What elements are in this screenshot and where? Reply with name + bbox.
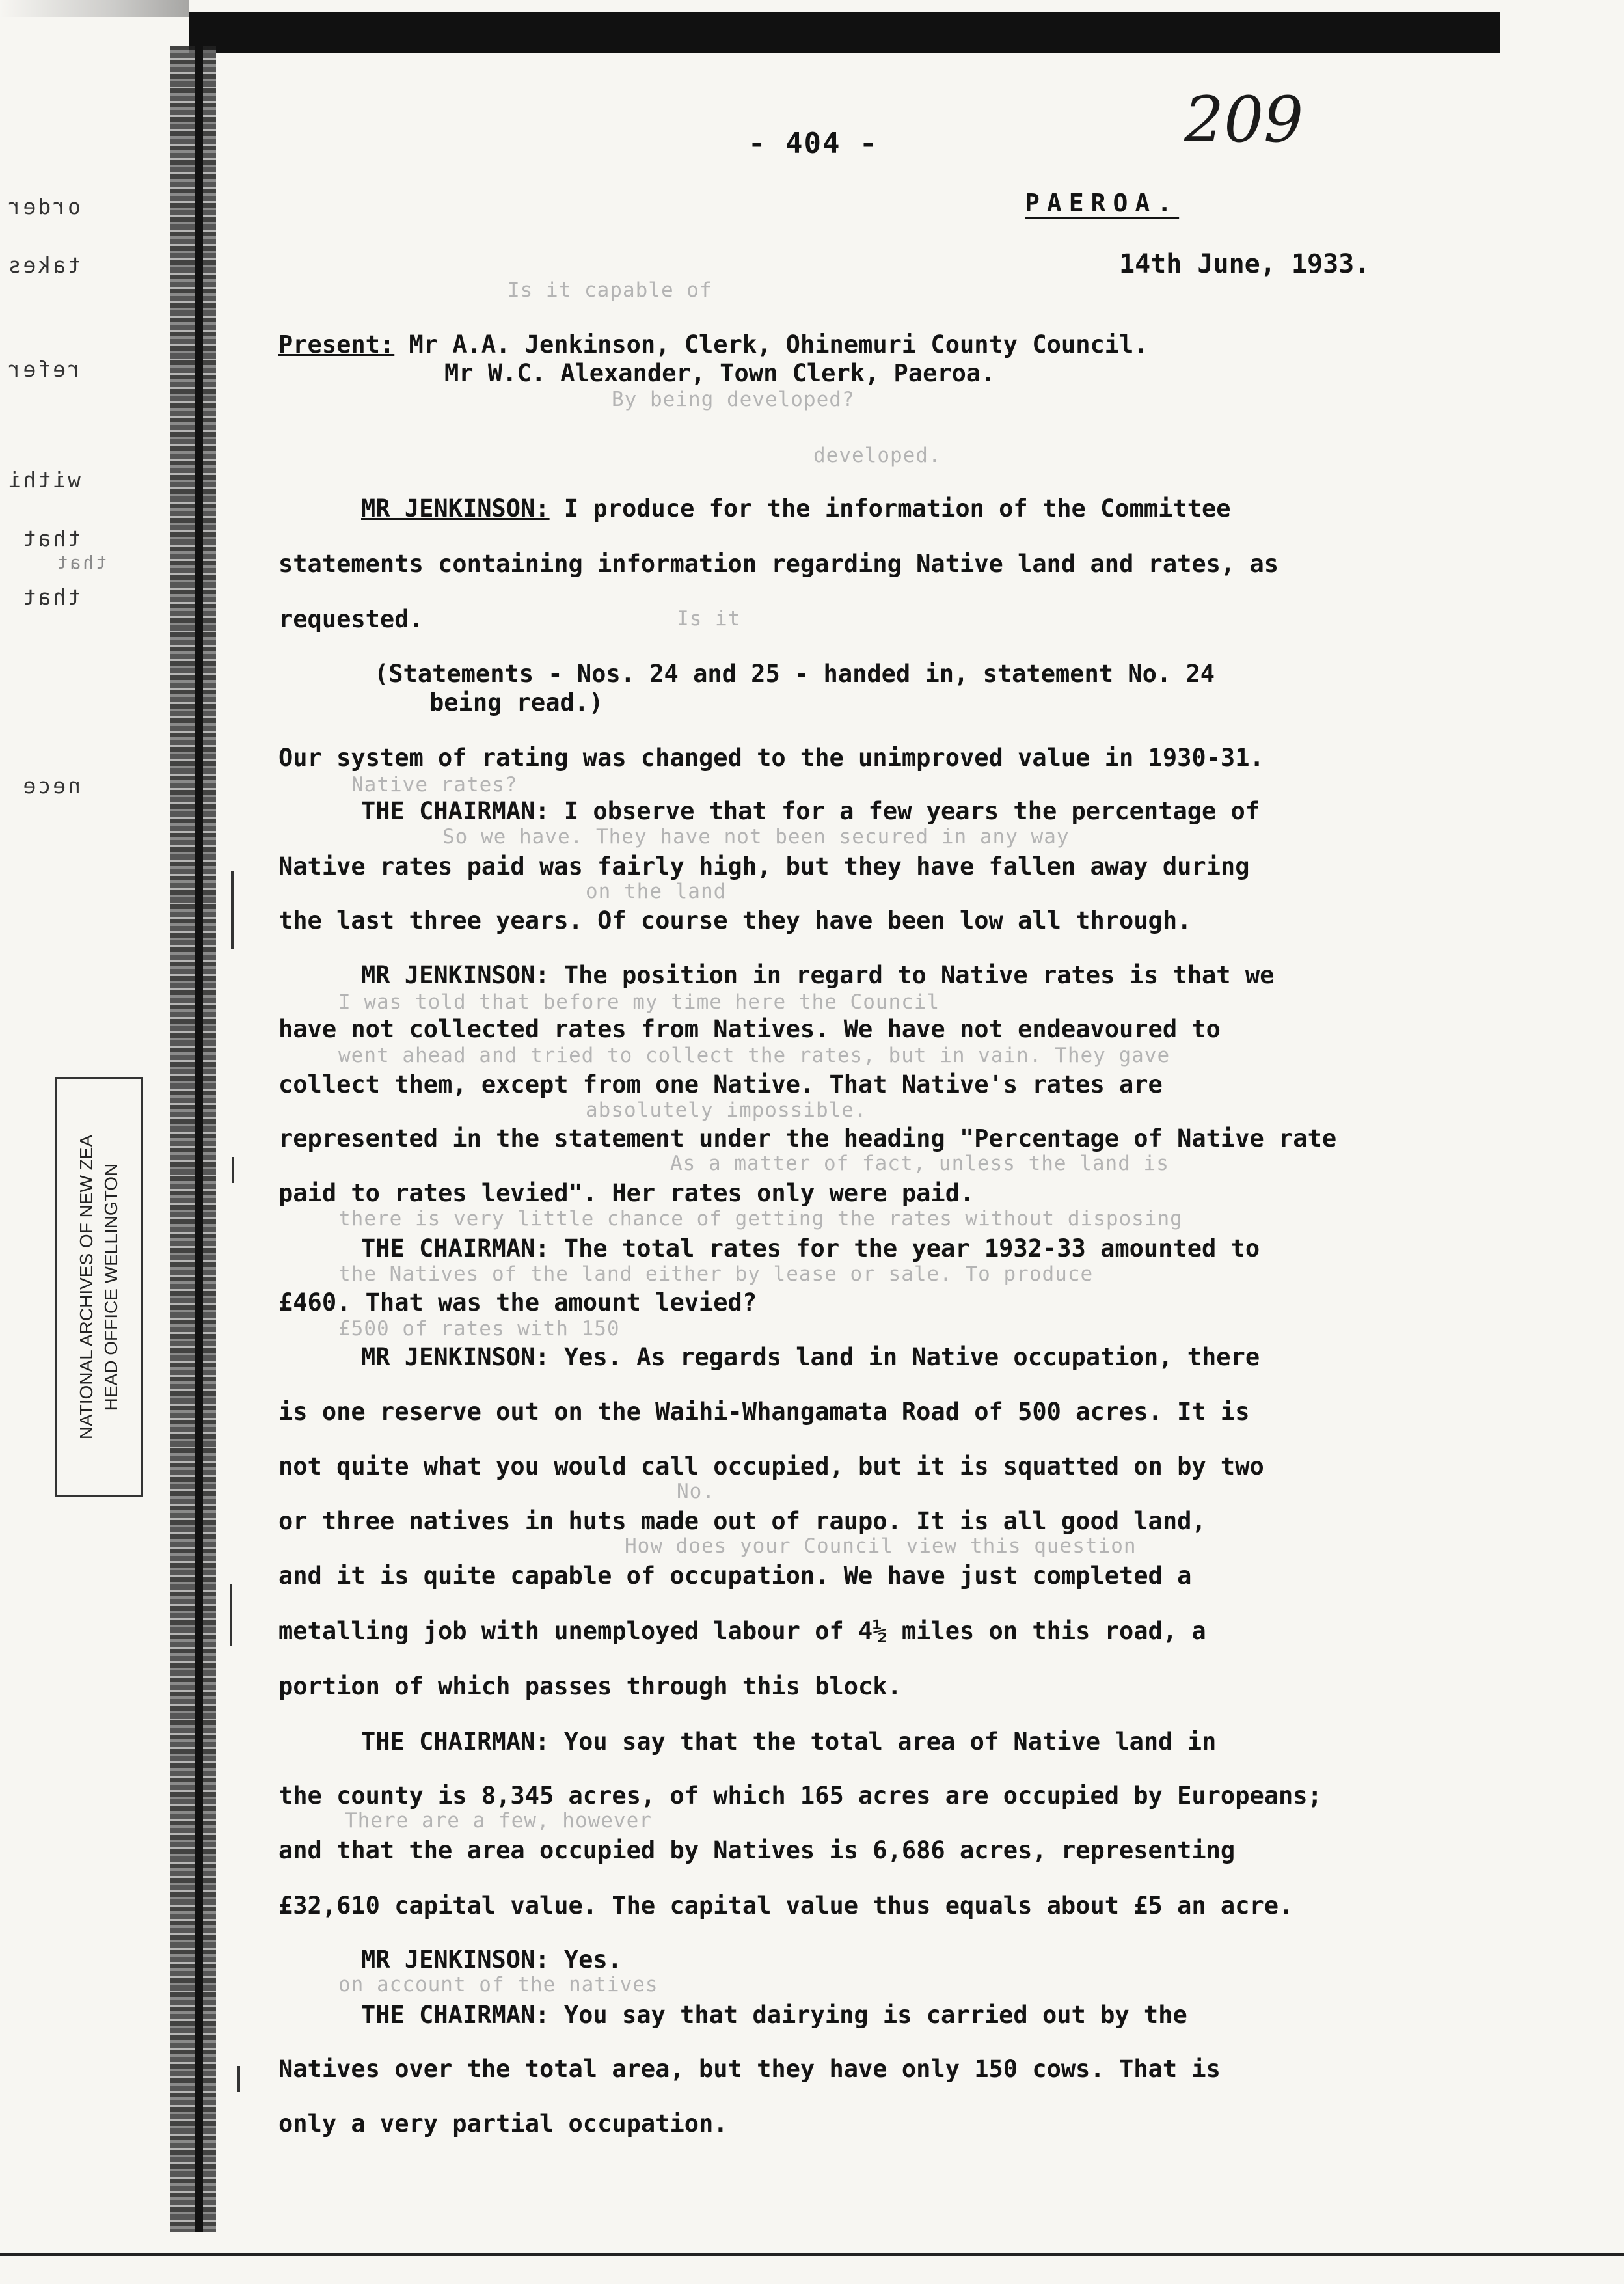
transcript-line: metalling job with unemployed labour of 4½ miles on this road, a	[278, 1617, 1206, 1645]
ghost-text: As a matter of fact, unless the land is	[670, 1152, 1169, 1175]
ghost-text: developed.	[813, 444, 941, 467]
ghost-text: on the land	[586, 880, 727, 903]
ghost-text: the Natives of the land either by lease or sale. To produce	[338, 1262, 1094, 1286]
handwritten-reference: 209	[1184, 83, 1304, 156]
scan-top-border	[189, 12, 1500, 53]
transcript-line: £460. That was the amount levied?	[278, 1288, 757, 1316]
ghost-text: Is it	[677, 607, 741, 631]
transcript-line: the last three years. Of course they have been low all through.	[278, 906, 1192, 934]
ghost-text: By being developed?	[612, 388, 855, 411]
statement-note: (Statements - Nos. 24 and 25 - handed in, statement No. 24	[374, 660, 1215, 688]
bleed-word: nece	[21, 773, 81, 798]
bleed-word: withi	[6, 467, 81, 493]
margin-mark	[231, 871, 234, 949]
transcript-line: THE CHAIRMAN: The total rates for the year 1932-33 amounted to	[361, 1234, 1260, 1262]
transcript-line: statements containing information regarding Native land and rates, as	[278, 550, 1279, 578]
transcript-line: THE CHAIRMAN: You say that dairying is carried out by the	[361, 2001, 1187, 2029]
transcript-line: collect them, except from one Native. That Native's rates are	[278, 1070, 1163, 1098]
stamp-line: HEAD OFFICE WELLINGTON	[101, 1163, 121, 1411]
transcript-line: is one reserve out on the Waihi-Whangamata Road of 500 acres. It is	[278, 1398, 1250, 1426]
bleed-word: that	[55, 552, 107, 573]
transcript-line: not quite what you would call occupied, but it is squatted on by two	[278, 1452, 1264, 1480]
ghost-text: No.	[677, 1480, 715, 1503]
margin-mark	[232, 1157, 234, 1183]
margin-mark	[230, 1584, 232, 1646]
page-number: - 404 -	[748, 127, 878, 160]
present-row-2: Mr W.C. Alexander, Town Clerk, Paeroa.	[444, 359, 995, 387]
place-heading: PAEROA.	[1025, 189, 1180, 217]
ghost-text: Native rates?	[351, 773, 518, 796]
transcript-line: Natives over the total area, but they have only 150 cows. That is	[278, 2055, 1221, 2083]
present-label: Present:	[278, 331, 395, 359]
speaker-label: MR JENKINSON:	[361, 495, 550, 523]
ghost-text: went ahead and tried to collect the rates, but in vain. They gave	[338, 1044, 1171, 1067]
stamp-line: NATIONAL ARCHIVES OF NEW ZEA	[76, 1134, 96, 1440]
line-text: I produce for the information of the Committee	[549, 495, 1231, 523]
transcript-line: Our system of rating was changed to the unimproved value in 1930-31.	[278, 744, 1264, 772]
transcript-line: £32,610 capital value. The capital value thus equals about £5 an acre.	[278, 1892, 1293, 1920]
transcript-line: MR JENKINSON: Yes.	[361, 1946, 622, 1974]
bleed-word: order	[6, 194, 81, 219]
transcript-line: MR JENKINSON: Yes. As regards land in Native occupation, there	[361, 1343, 1260, 1371]
transcript-line: MR JENKINSON: The position in regard to Native rates is that we	[361, 961, 1275, 989]
ghost-text: £500 of rates with 150	[338, 1317, 620, 1340]
transcript-line: only a very partial occupation.	[278, 2110, 728, 2138]
present-row-1: Mr A.A. Jenkinson, Clerk, Ohinemuri County Council.	[409, 331, 1148, 359]
ghost-text: I was told that before my time here the Council	[338, 990, 940, 1014]
transcript-line	[361, 495, 1231, 523]
transcript-line: portion of which passes through this block.	[278, 1672, 902, 1700]
transcript-line: THE CHAIRMAN: I observe that for a few years the percentage of	[361, 797, 1260, 825]
ghost-text: Is it capable of	[508, 279, 712, 302]
transcript-line: represented in the statement under the heading "Percentage of Native rate	[278, 1124, 1337, 1152]
statement-note: being read.)	[429, 688, 604, 716]
bleed-word: that	[21, 584, 81, 610]
ghost-text: absolutely impossible.	[586, 1098, 867, 1122]
margin-mark	[237, 2066, 240, 2092]
transcript-line: and that the area occupied by Natives is 6,686 acres, representing	[278, 1836, 1236, 1864]
transcript-line: and it is quite capable of occupation. We have just completed a	[278, 1562, 1192, 1590]
archive-stamp	[55, 1077, 143, 1497]
ghost-text: How does your Council view this question	[625, 1534, 1137, 1558]
transcript-line: requested.	[278, 605, 424, 633]
hearing-date: 14th June, 1933.	[1119, 249, 1370, 279]
bleed-word: takes	[6, 252, 81, 278]
scan-bottom-rule	[0, 2253, 1624, 2256]
transcript-line: or three natives in huts made out of raupo. It is all good land,	[278, 1507, 1206, 1535]
ghost-text: There are a few, however	[345, 1809, 652, 1832]
present-block	[278, 331, 1148, 388]
transcript-line: THE CHAIRMAN: You say that the total area of Native land in	[361, 1728, 1217, 1756]
scan-top-edge	[0, 0, 189, 17]
ghost-text: So we have. They have not been secured in any way	[442, 825, 1070, 849]
transcript-line: the county is 8,345 acres, of which 165 acres are occupied by Europeans;	[278, 1782, 1322, 1810]
ghost-text: there is very little chance of getting the rates without disposing	[338, 1207, 1183, 1230]
ghost-text: on account of the natives	[338, 1973, 658, 1996]
transcript-line: paid to rates levied". Her rates only were paid.	[278, 1179, 975, 1207]
binding-spine	[170, 46, 216, 2232]
transcript-line: Native rates paid was fairly high, but they have fallen away during	[278, 852, 1250, 880]
bleed-word: refer	[6, 357, 81, 382]
transcript-line: have not collected rates from Natives. We have not endeavoured to	[278, 1015, 1221, 1043]
binding-shadow	[195, 46, 203, 2232]
bleed-word: that	[21, 526, 81, 551]
